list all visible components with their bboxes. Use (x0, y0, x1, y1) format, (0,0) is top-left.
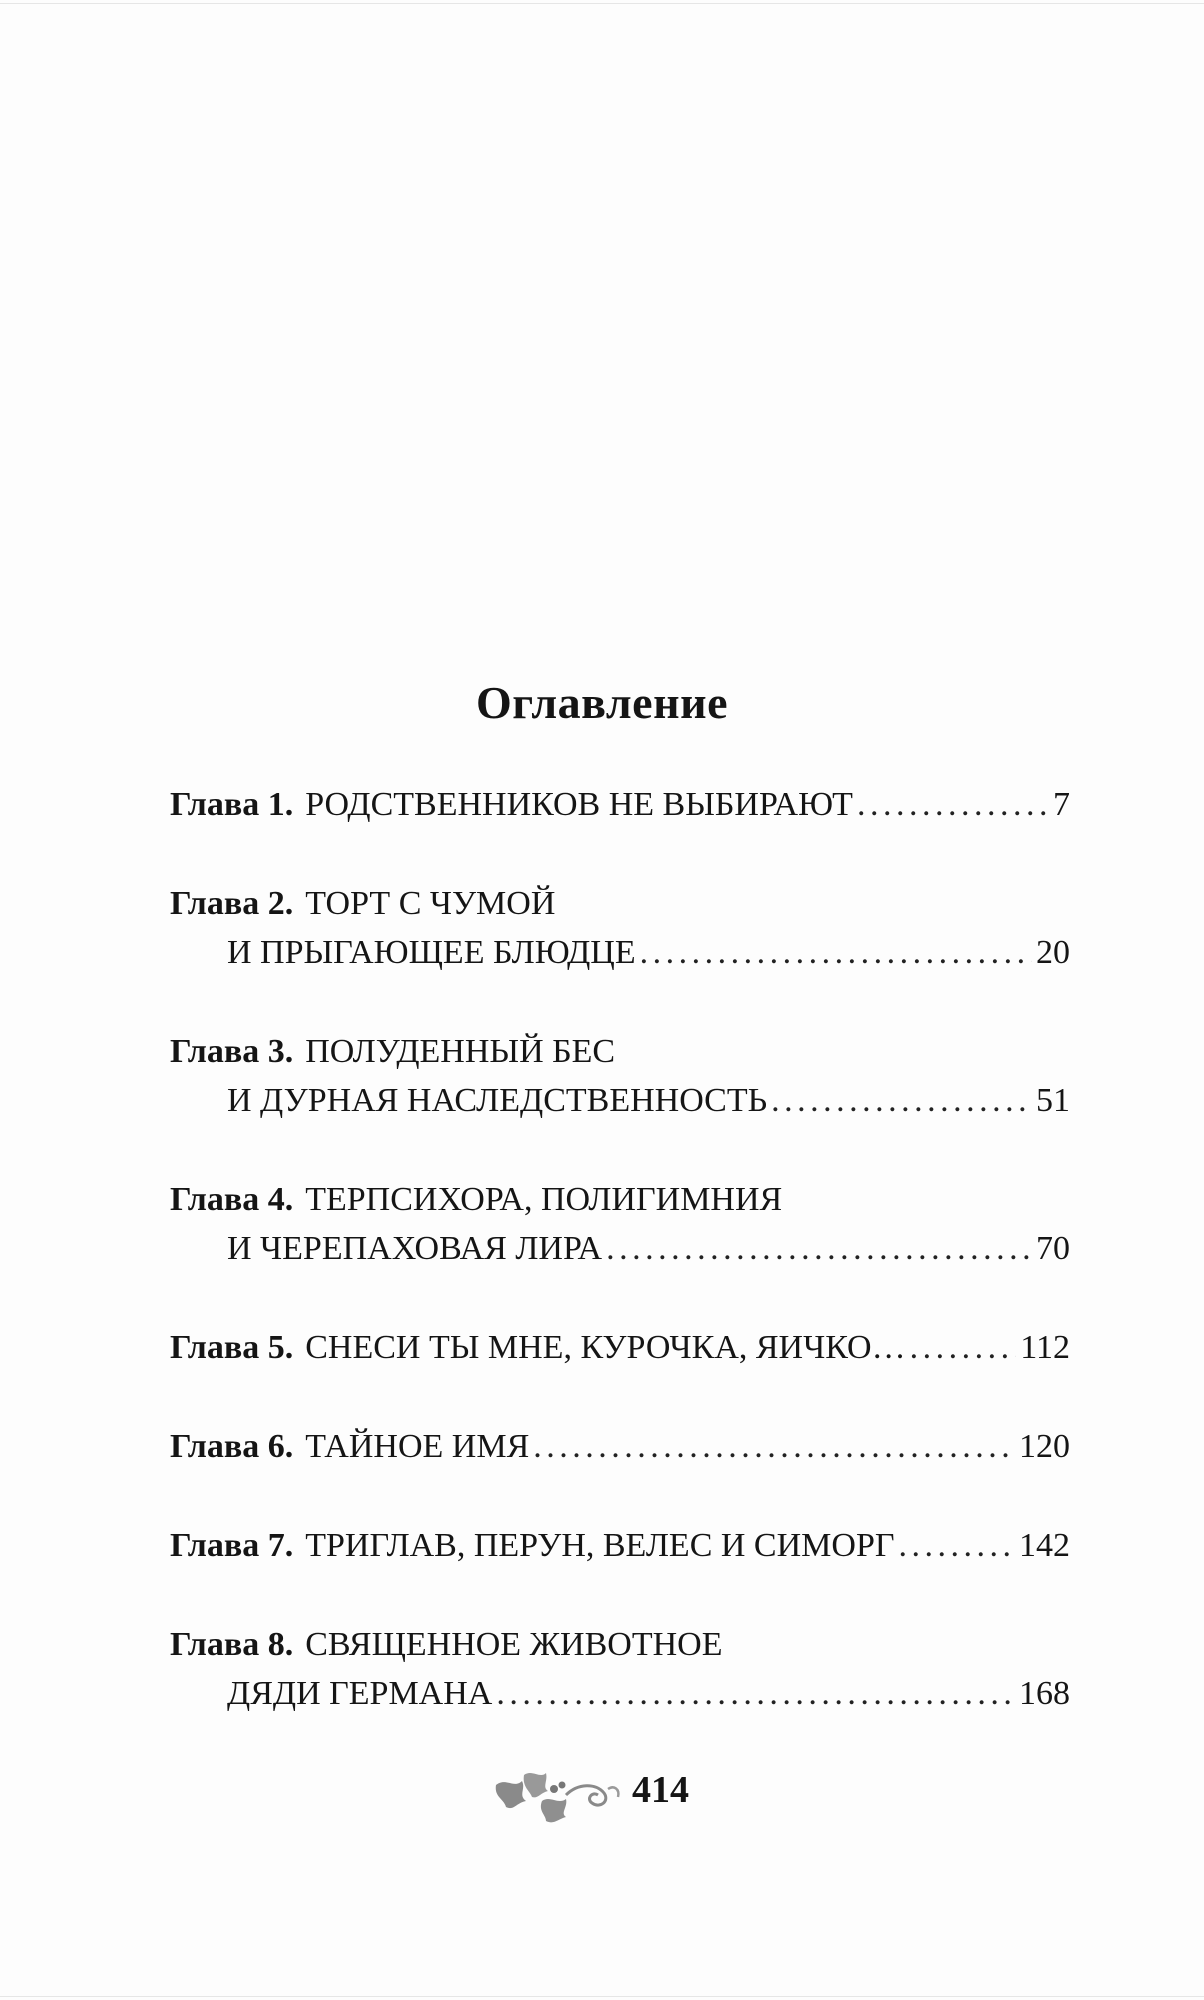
page-title: Оглавление (475, 677, 729, 728)
top-edge-line (0, 3, 1204, 4)
chapter-title-cont: И ПРЫГАЮЩЕЕ БЛЮДЦЕ (227, 934, 636, 971)
chapter-title: ПОЛУДЕННЫЙ БЕС (305, 1033, 616, 1070)
dot-leader (857, 780, 1049, 829)
toc-entry[interactable] (170, 1620, 1070, 1718)
chapter-label: Глава 2. (170, 885, 294, 922)
toc-entry[interactable] (170, 780, 1070, 829)
chapter-label: Глава 1. (170, 786, 294, 823)
chapter-title: ТАЙНОЕ ИМЯ (305, 1428, 530, 1465)
toc-entry[interactable] (170, 879, 1070, 977)
holly-leaf-ornament-icon (488, 1755, 628, 1825)
toc-entry[interactable] (170, 1422, 1070, 1471)
page-ref: 51 (1036, 1082, 1070, 1119)
toc-entry[interactable] (170, 1521, 1070, 1570)
chapter-label: Глава 6. (170, 1428, 294, 1465)
chapter-label: Глава 5. (170, 1329, 294, 1366)
chapter-label: Глава 4. (170, 1181, 294, 1218)
chapter-title: СВЯЩЕННОЕ ЖИВОТНОЕ (305, 1626, 723, 1663)
dot-leader (910, 1323, 1017, 1372)
bottom-edge-line (0, 1996, 1204, 1997)
table-of-contents (170, 780, 1070, 1768)
chapter-label: Глава 8. (170, 1626, 294, 1663)
chapter-label: Глава 3. (170, 1033, 294, 1070)
page-ref: 168 (1019, 1675, 1070, 1712)
dot-leader (771, 1076, 1032, 1125)
page-ref: 142 (1019, 1527, 1070, 1564)
chapter-title: ТЕРПСИХОРА, ПОЛИГИМНИЯ (305, 1181, 783, 1218)
page-ref: 20 (1036, 934, 1070, 971)
chapter-title: ТОРТ С ЧУМОЙ (305, 885, 556, 922)
chapter-title-cont: ДЯДИ ГЕРМАНА (227, 1675, 493, 1712)
page-ref: 7 (1053, 786, 1070, 823)
chapter-title: ТРИГЛАВ, ПЕРУН, ВЕЛЕС И СИМОРГ (305, 1527, 895, 1564)
dot-leader (640, 928, 1032, 977)
chapter-title-cont: И ЧЕРЕПАХОВАЯ ЛИРА (227, 1230, 603, 1267)
dot-leader (606, 1224, 1032, 1273)
chapter-title-cont: И ДУРНАЯ НАСЛЕДСТВЕННОСТЬ (227, 1082, 768, 1119)
toc-entry[interactable] (170, 1175, 1070, 1273)
page-ref: 112 (1020, 1329, 1070, 1366)
page-ref: 70 (1036, 1230, 1070, 1267)
toc-entry[interactable] (170, 1027, 1070, 1125)
page-ref: 120 (1019, 1428, 1070, 1465)
chapter-label: Глава 7. (170, 1527, 294, 1564)
toc-entry[interactable] (170, 1323, 1070, 1372)
chapter-title: СНЕСИ ТЫ МНЕ, КУРОЧКА, ЯИЧКО… (305, 1329, 906, 1366)
dot-leader (899, 1521, 1015, 1570)
dot-leader (496, 1669, 1015, 1718)
page-footer (488, 1755, 689, 1825)
dot-leader (533, 1422, 1015, 1471)
page-number: 414 (632, 1769, 689, 1811)
chapter-title: РОДСТВЕННИКОВ НЕ ВЫБИРАЮТ (305, 786, 853, 823)
